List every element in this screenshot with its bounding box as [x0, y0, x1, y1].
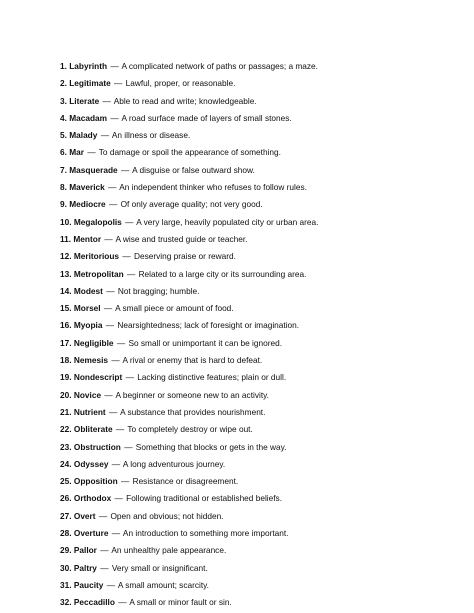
entry-number: 8.: [60, 182, 67, 193]
entry-separator: —: [111, 355, 120, 366]
entry-number: 7.: [60, 164, 67, 175]
entry-number: 27.: [60, 510, 72, 521]
list-item: [60, 162, 460, 179]
entry-number: 29.: [60, 545, 72, 556]
list-item: [60, 231, 460, 248]
list-item: [60, 335, 460, 352]
entry-number: 14.: [60, 285, 72, 296]
list-item: [60, 127, 460, 144]
entry-separator: —: [100, 130, 109, 141]
list-item: [60, 317, 460, 334]
entry-definition: Not bragging; humble.: [117, 285, 200, 296]
entry-term: Meritorious: [73, 251, 120, 262]
entry-number: 31.: [60, 579, 72, 590]
list-item: [60, 490, 460, 507]
entry-definition: A small or minor fault or sin.: [129, 597, 232, 608]
entry-separator: —: [114, 493, 123, 504]
entry-separator: —: [98, 510, 108, 521]
entry-number: 24.: [60, 458, 72, 469]
entry-term: Paucity: [73, 579, 104, 590]
entry-number: 10.: [60, 216, 72, 227]
entry-term: Overt: [73, 510, 96, 521]
list-item: [60, 352, 460, 369]
entry-separator: —: [125, 372, 134, 383]
entry-separator: —: [87, 147, 96, 158]
entry-term: Maverick: [69, 182, 105, 193]
entry-term: Nemesis: [73, 355, 108, 366]
entry-term: Novice: [73, 389, 102, 400]
list-item: [60, 421, 460, 438]
entry-term: Morsel: [73, 303, 101, 314]
entry-separator: —: [111, 528, 121, 539]
list-item: [60, 560, 460, 577]
entry-number: 30.: [60, 562, 72, 573]
entry-separator: —: [104, 233, 113, 244]
entry-definition: A complicated network of paths or passages; a maze.: [121, 61, 318, 71]
entry-definition: Something that blocks or gets in the way.: [135, 441, 287, 452]
list-item: [60, 248, 460, 265]
entry-separator: —: [100, 545, 109, 556]
entry-definition: A wise and trusted guide or teacher.: [115, 233, 248, 244]
list-item: [60, 456, 460, 473]
entry-number: 1.: [60, 61, 67, 71]
entry-definition: A small piece or amount of food.: [115, 303, 234, 314]
entry-definition: Related to a large city or its surrounding area.: [138, 268, 307, 279]
entry-definition: A road surface made of layers of small stones.: [121, 112, 292, 123]
list-item: [60, 577, 460, 594]
list-item: [60, 439, 460, 456]
entry-definition: A disguise or false outward show.: [132, 164, 255, 175]
entry-term: Malady: [69, 130, 98, 141]
entry-number: 15.: [60, 303, 72, 314]
vocabulary-list: [60, 58, 460, 612]
list-item: [60, 283, 460, 300]
entry-separator: —: [122, 251, 131, 262]
entry-number: 25.: [60, 476, 72, 487]
entry-separator: —: [125, 216, 134, 227]
entry-term: Nutrient: [73, 406, 106, 417]
entry-term: Overture: [73, 528, 109, 539]
entry-definition: A small amount; scarcity.: [117, 579, 209, 590]
entry-number: 21.: [60, 406, 72, 417]
list-item: [60, 110, 460, 127]
entry-separator: —: [106, 579, 115, 590]
entry-separator: —: [103, 303, 113, 314]
entry-term: Mediocre: [69, 199, 106, 210]
entry-separator: —: [100, 562, 109, 573]
list-item: [60, 214, 460, 231]
entry-number: 2.: [60, 78, 67, 89]
entry-separator: —: [110, 61, 119, 71]
entry-number: 28.: [60, 528, 72, 539]
entry-term: Paltry: [73, 562, 97, 573]
entry-term: Macadam: [69, 112, 108, 123]
entry-definition: An introduction to something more important.: [122, 528, 289, 539]
list-item: [60, 508, 460, 525]
list-item: [60, 387, 460, 404]
entry-separator: —: [124, 441, 133, 452]
entry-term: Opposition: [73, 476, 118, 487]
entry-term: Masquerade: [69, 164, 118, 175]
entry-term: Literate: [69, 95, 100, 106]
entry-definition: Following traditional or established beliefs.: [126, 493, 283, 504]
entry-definition: Very small or insignificant.: [111, 562, 208, 573]
entry-number: 4.: [60, 112, 67, 123]
entry-definition: A rival or enemy that is hard to defeat.: [122, 355, 263, 366]
entry-definition: Lacking distinctive features; plain or dull.: [137, 372, 287, 383]
entry-term: Modest: [73, 285, 103, 296]
entry-term: Nondescript: [73, 372, 123, 383]
entry-number: 13.: [60, 268, 72, 279]
entry-number: 3.: [60, 95, 67, 106]
list-item: [60, 404, 460, 421]
entry-term: Mentor: [73, 233, 102, 244]
entry-definition: Resistance or disagreement.: [132, 476, 239, 487]
entry-definition: A long adventurous journey.: [122, 458, 226, 469]
entry-definition: Open and obvious; not hidden.: [110, 510, 224, 521]
entry-number: 22.: [60, 424, 72, 435]
entry-separator: —: [108, 406, 118, 417]
entry-separator: —: [120, 476, 130, 487]
entry-term: Mar: [69, 147, 84, 158]
entry-term: Orthodox: [73, 493, 112, 504]
entry-term: Myopia: [73, 320, 103, 331]
entry-term: Megalopolis: [73, 216, 122, 227]
entry-term: Labyrinth: [69, 61, 108, 71]
entry-separator: —: [108, 199, 118, 210]
entry-separator: —: [111, 458, 121, 469]
entry-term: Obliterate: [73, 424, 113, 435]
entry-number: 26.: [60, 493, 72, 504]
entry-term: Legitimate: [69, 78, 111, 89]
entry-term: Metropolitan: [73, 268, 124, 279]
entry-definition: Able to read and write; knowledgeable.: [113, 95, 257, 106]
entry-separator: —: [106, 285, 115, 296]
entry-separator: —: [104, 389, 113, 400]
entry-number: 19.: [60, 372, 72, 383]
list-item: [60, 93, 460, 110]
entry-term: Peccadillo: [73, 597, 115, 608]
list-item: [60, 473, 460, 490]
list-item: [60, 58, 460, 75]
entry-separator: —: [110, 112, 119, 123]
entry-separator: —: [115, 424, 125, 435]
entry-definition: Nearsightedness; lack of foresight or imagination.: [117, 320, 300, 331]
list-item: [60, 75, 460, 92]
entry-definition: Lawful, proper, or reasonable.: [125, 78, 236, 89]
entry-number: 23.: [60, 441, 72, 452]
entry-term: Pallor: [73, 545, 97, 556]
entry-definition: Of only average quality; not very good.: [120, 199, 263, 210]
entry-separator: —: [118, 597, 127, 608]
list-item: [60, 594, 460, 611]
entry-definition: A substance that provides nourishment.: [120, 406, 266, 417]
entry-number: 16.: [60, 320, 72, 331]
entry-definition: An illness or disease.: [111, 130, 191, 141]
entry-definition: An independent thinker who refuses to follow rules.: [119, 182, 307, 193]
list-item: [60, 369, 460, 386]
entry-definition: A beginner or someone new to an activity.: [115, 389, 269, 400]
entry-separator: —: [105, 320, 115, 331]
entry-separator: —: [102, 95, 111, 106]
entry-definition: To damage or spoil the appearance of something.: [98, 147, 281, 158]
list-item: [60, 179, 460, 196]
entry-definition: Deserving praise or reward.: [133, 251, 236, 262]
entry-definition: An unhealthy pale appearance.: [111, 545, 227, 556]
list-item: [60, 300, 460, 317]
list-item: [60, 525, 460, 542]
entry-separator: —: [116, 337, 126, 348]
entry-number: 6.: [60, 147, 67, 158]
entry-separator: —: [114, 78, 123, 89]
list-item: [60, 266, 460, 283]
list-item: [60, 144, 460, 161]
entry-number: 5.: [60, 130, 67, 141]
entry-number: 18.: [60, 355, 72, 366]
entry-number: 12.: [60, 251, 72, 262]
entry-term: Odyssey: [73, 458, 109, 469]
list-item: [60, 542, 460, 559]
entry-definition: To completely destroy or wipe out.: [127, 424, 253, 435]
entry-number: 20.: [60, 389, 72, 400]
list-item: [60, 196, 460, 213]
entry-term: Negligible: [73, 337, 114, 348]
entry-definition: A very large, heavily populated city or urban area.: [136, 216, 319, 227]
entry-definition: So small or unimportant it can be ignored.: [128, 337, 283, 348]
entry-separator: —: [120, 164, 130, 175]
entry-term: Obstruction: [73, 441, 121, 452]
entry-number: 17.: [60, 337, 72, 348]
entry-number: 11.: [60, 233, 72, 244]
entry-separator: —: [126, 268, 136, 279]
entry-separator: —: [108, 182, 117, 193]
entry-number: 32.: [60, 597, 72, 608]
entry-number: 9.: [60, 199, 67, 210]
